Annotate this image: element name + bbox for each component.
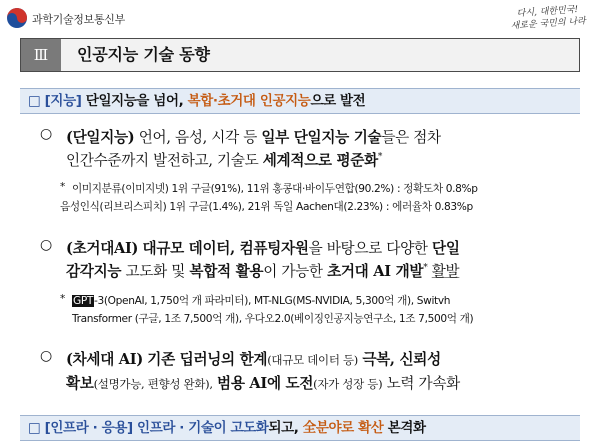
subsection-text-highlight: 복합·초거대 인공지능 — [187, 93, 311, 109]
bullet-text: 노력 가속화 — [386, 375, 460, 392]
bullet-emphasis: 초거대 AI 개발 — [327, 263, 424, 280]
subsection-text-1: 단일지능을 넘어, — [85, 93, 184, 109]
footnote-line-1 — [72, 293, 450, 308]
subsection-text-2: 으로 발전 — [310, 93, 366, 109]
subsection-band-intelligence — [20, 88, 580, 114]
bullet-emphasis: 범용 AI에 도전 — [217, 375, 314, 392]
subsection-prefix: □ [인프라 · 응용] — [28, 420, 133, 436]
header — [0, 0, 600, 36]
bullet-emphasis: 극복, 신뢰성 — [362, 351, 441, 368]
subsection-text-highlight: 全분야로 확산 — [302, 420, 384, 436]
bullet-aside: (대규모 데이터 등) — [267, 353, 358, 367]
bullet-line-2 — [66, 372, 460, 393]
bullet-mark: ○ — [40, 237, 53, 253]
subsection-prefix: □ [지능] — [28, 93, 82, 109]
bullet-emphasis: 기존 딥러닝의 한계 — [147, 351, 268, 368]
bullet-text: 을 바탕으로 다양한 — [308, 240, 428, 257]
footnote-marker: * — [377, 152, 383, 163]
taegeuk-logo-icon — [6, 7, 28, 29]
bullet-emphasis: 확보 — [66, 375, 94, 392]
bullet-text: 이 가능한 — [263, 263, 323, 280]
bullet-mark: ○ — [40, 348, 53, 364]
bullet-label: (초거대AI) — [66, 240, 139, 257]
bullet-mark: ○ — [40, 126, 53, 142]
footnote-text: -3(OpenAI, 1,750억 개 파라미터), MT-NLG(MS-NVIDIA, 5,300억 개), Switvh — [94, 295, 451, 307]
bullet-line-1 — [66, 348, 441, 369]
bullet-text: 활발 — [431, 263, 460, 280]
footnote-line-2: Transformer (구글, 1조 7,500억 개), 우다오2.0(베이징인공지능연구소, 1조 7,500억 개) — [72, 313, 474, 325]
footnote-line-2: 음성인식(리브리스피치) 1위 구글(1.4%), 21위 독일 Aachen대(2.23%) : 에러율차 0.83%p — [60, 201, 473, 213]
bullet-line-1 — [66, 237, 460, 258]
subsection-text-2: 되고, — [268, 420, 299, 436]
bullet-text: 들은 점차 — [381, 129, 441, 146]
slogan-line-1: 다시, 대한민국! — [516, 4, 579, 20]
bullet-line-1 — [66, 126, 441, 147]
subsection-heading — [28, 416, 426, 441]
section-number: Ⅲ — [21, 39, 61, 71]
bullet-line-2 — [66, 260, 459, 281]
bullet-line-2 — [66, 149, 382, 170]
bullet-aside: (설명가능, 편향성 완화), — [93, 377, 213, 391]
bullet-emphasis: 단일 — [432, 240, 460, 257]
bullet-label: (단일지능) — [66, 129, 135, 146]
slogan-signature — [505, 3, 591, 37]
bullet-emphasis: 대규모 데이터, 컴퓨팅자원 — [142, 240, 309, 257]
footnote-star: * — [60, 293, 65, 305]
footnote-line-1: 이미지분류(이미지넷) 1위 구글(91%), 11위 홍콩대·바이두연합(90.2%) : 정확도차 0.8%p — [72, 183, 478, 195]
bullet-text: 언어, 음성, 시각 등 — [138, 129, 258, 146]
page-title: 인공지능 기술 동향 — [77, 45, 210, 64]
bullet-aside: (자가 성장 등) — [313, 377, 383, 391]
bullet-label: (차세대 AI) — [66, 351, 143, 368]
slogan-line-2: 새로운 국민의 나라 — [510, 16, 587, 32]
bullet-emphasis: 감각지능 — [66, 263, 122, 280]
ministry-name: 과학기술정보통신부 — [32, 13, 125, 26]
bullet-emphasis: 일부 단일지능 기술 — [261, 129, 382, 146]
subsection-text-1: 인프라 · 기술이 고도화 — [137, 420, 269, 436]
subsection-text-3: 본격화 — [387, 420, 426, 436]
footnote-star: * — [60, 181, 65, 193]
subsection-heading — [28, 89, 365, 114]
footnote-marker: * — [423, 263, 428, 274]
bullet-emphasis: 세계적으로 평준화 — [262, 152, 378, 169]
bullet-text: 고도화 및 — [125, 263, 186, 280]
bullet-emphasis: 복합적 활용 — [189, 263, 264, 280]
section-title-bar — [20, 38, 580, 72]
bullet-text: 인간수준까지 발전하고, 기술도 — [66, 152, 259, 169]
highlighted-term: GPT — [73, 295, 94, 307]
subsection-band-infrastructure — [20, 415, 580, 441]
